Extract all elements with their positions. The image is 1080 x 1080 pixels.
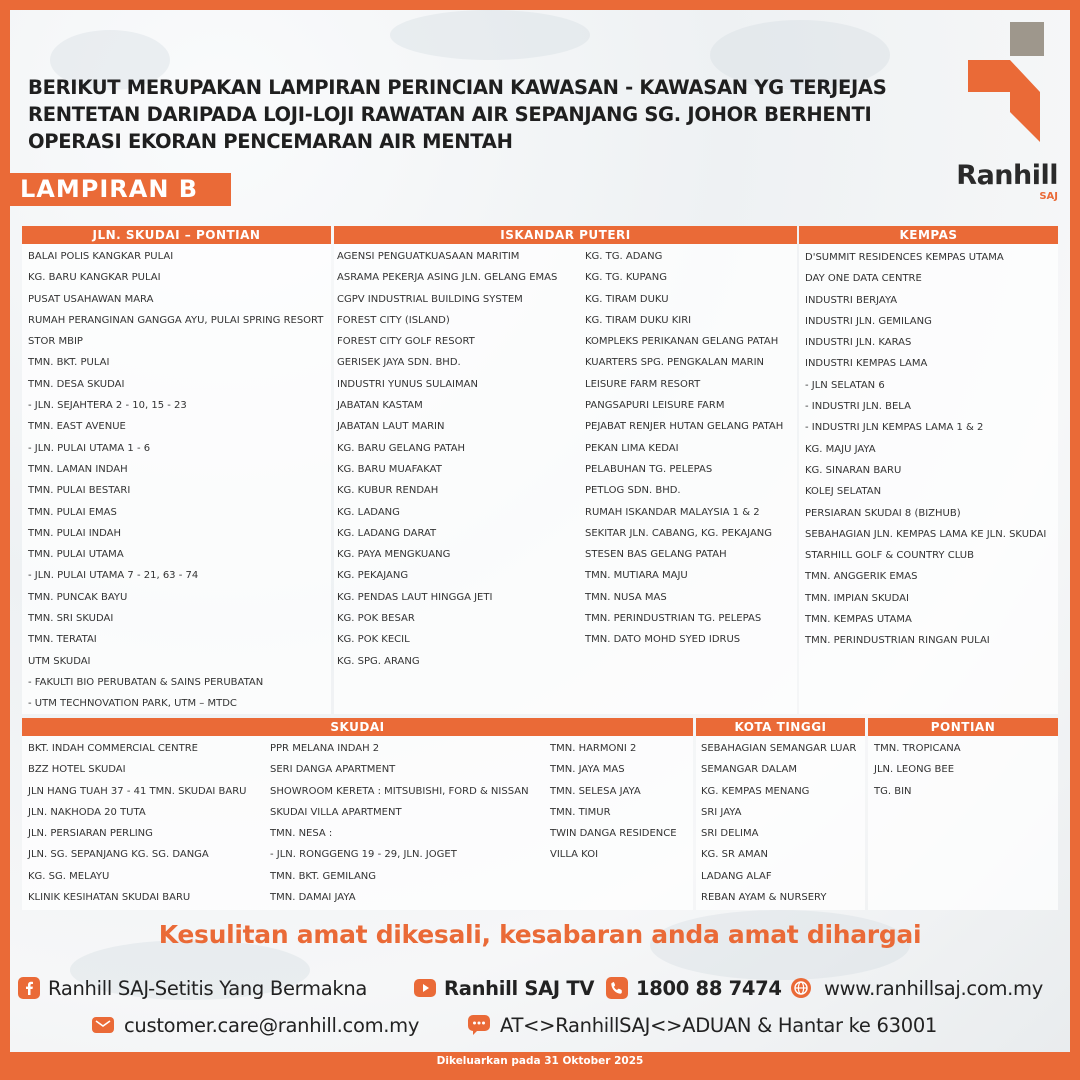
list-item: REBAN AYAM & NURSERY xyxy=(701,892,827,904)
list-item: JABATAN KASTAM xyxy=(337,400,423,412)
section-title-skudai-pontian: JLN. SKUDAI – PONTIAN xyxy=(22,226,331,244)
list-item: TMN. SELESA JAYA xyxy=(550,785,641,797)
section-title-kota-tinggi: KOTA TINGGI xyxy=(696,718,865,736)
list-item: KG. SPG. ARANG xyxy=(337,655,420,667)
poster-background xyxy=(10,10,1070,1052)
list-item: TMN. TROPICANA xyxy=(874,743,961,754)
list-item: STOR MBIP xyxy=(28,336,83,348)
globe-icon xyxy=(790,977,812,999)
list-item: TMN. HARMONI 2 xyxy=(550,743,637,754)
list-item: LADANG ALAF xyxy=(701,870,772,882)
list-item: BZZ HOTEL SKUDAI xyxy=(28,764,126,776)
list-item: D'SUMMIT RESIDENCES KEMPAS UTAMA xyxy=(805,252,1004,263)
list-item: JLN. NAKHODA 20 TUTA xyxy=(28,806,146,818)
list-item: UTM SKUDAI xyxy=(28,655,91,667)
section-title-pontian: PONTIAN xyxy=(868,718,1058,736)
list-item: TMN. DESA SKUDAI xyxy=(28,378,125,390)
list-item: KG. TIRAM DUKU KIRI xyxy=(585,314,692,326)
list-item: KG. TG. KUPANG xyxy=(585,272,667,284)
list-item: AGENSI PENGUATKUASAAN MARITIM xyxy=(337,251,520,262)
list-item: INDUSTRI BERJAYA xyxy=(805,294,898,306)
list-item: - UTM TECHNOVATION PARK, UTM – MTDC xyxy=(28,698,237,710)
list-item: INDUSTRI JLN. KARAS xyxy=(805,337,912,349)
list-item: INDUSTRI YUNUS SULAIMAN xyxy=(337,378,478,390)
list-item: SEBAHAGIAN SEMANGAR LUAR xyxy=(701,743,857,754)
list-item: TMN. PULAI BESTARI xyxy=(28,485,131,497)
list-item: KUARTERS SPG. PENGKALAN MARIN xyxy=(585,357,765,369)
list-item: KG. LADANG xyxy=(337,506,400,518)
list-kota-tinggi xyxy=(701,738,856,908)
list-item: TMN. BKT. PULAI xyxy=(28,357,110,369)
list-item: KG. POK KECIL xyxy=(337,634,410,646)
list-item: - JLN. PULAI UTAMA 1 - 6 xyxy=(28,442,151,454)
list-item: SKUDAI VILLA APARTMENT xyxy=(270,806,402,818)
lampiran-badge: LAMPIRAN B xyxy=(10,173,231,206)
list-item: SEMANGAR DALAM xyxy=(701,764,797,776)
list-item: VILLA KOI xyxy=(550,849,599,861)
list-item: KOLEJ SELATAN xyxy=(805,486,882,498)
list-item: KG. TIRAM DUKU xyxy=(585,293,669,305)
list-item: TMN. NUSA MAS xyxy=(585,591,667,603)
list-item: TMN. IMPIAN SKUDAI xyxy=(805,592,909,604)
list-item: TMN. TIMUR xyxy=(550,806,611,818)
list-item: TMN. DATO MOHD SYED IDRUS xyxy=(585,634,741,646)
list-item: TMN. ANGGERIK EMAS xyxy=(805,571,918,583)
list-item: - JLN. SEJAHTERA 2 - 10, 15 - 23 xyxy=(28,400,187,412)
list-item: TMN. PUNCAK BAYU xyxy=(28,591,128,603)
list-item: CGPV INDUSTRIAL BUILDING SYSTEM xyxy=(337,293,523,305)
list-item: BKT. INDAH COMMERCIAL CENTRE xyxy=(28,743,198,754)
list-item: - JLN. RONGGENG 19 - 29, JLN. JOGET xyxy=(270,849,457,861)
list-item: INDUSTRI KEMPAS LAMA xyxy=(805,358,928,370)
section-title-kempas: KEMPAS xyxy=(799,226,1058,244)
ranhill-logo-mark-icon xyxy=(968,22,1046,146)
list-item: TMN. BKT. GEMILANG xyxy=(270,870,377,882)
list-item: PERSIARAN SKUDAI 8 (BIZHUB) xyxy=(805,507,961,519)
list-item: KG. SR AMAN xyxy=(701,849,768,861)
list-item: PETLOG SDN. BHD. xyxy=(585,485,681,497)
list-item: KG. BARU GELANG PATAH xyxy=(337,442,466,454)
section-title-iskandar-puteri: ISKANDAR PUTERI xyxy=(334,226,797,244)
headline-line-3: OPERASI EKORAN PENCEMARAN AIR MENTAH xyxy=(28,130,513,153)
youtube-icon xyxy=(414,977,436,999)
list-item: TWIN DANGA RESIDENCE xyxy=(550,828,677,840)
list-skudai-pontian xyxy=(28,246,323,715)
list-item: TMN. EAST AVENUE xyxy=(28,421,126,433)
list-item: PEJABAT RENJER HUTAN GELANG PATAH xyxy=(585,421,784,433)
list-item: TMN. SRI SKUDAI xyxy=(28,613,114,625)
list-item: KG. PENDAS LAUT HINGGA JETI xyxy=(337,591,493,603)
list-item: TMN. DAMAI JAYA xyxy=(270,892,356,904)
list-skudai-3 xyxy=(550,738,677,866)
headline-line-1: BERIKUT MERUPAKAN LAMPIRAN PERINCIAN KAWASAN - KAWASAN YG TERJEJAS xyxy=(28,76,887,99)
list-item: TMN. MUTIARA MAJU xyxy=(585,570,688,582)
list-item: JLN HANG TUAH 37 - 41 TMN. SKUDAI BARU xyxy=(28,785,247,797)
list-item: JABATAN LAUT MARIN xyxy=(337,421,445,433)
list-item: - INDUSTRI JLN KEMPAS LAMA 1 & 2 xyxy=(805,422,984,434)
list-item: PEKAN LIMA KEDAI xyxy=(585,442,679,454)
list-item: INDUSTRI JLN. GEMILANG xyxy=(805,315,932,327)
list-item: PANGSAPURI LEISURE FARM xyxy=(585,400,725,412)
list-item: KG. TG. ADANG xyxy=(585,251,663,262)
issued-date: Dikeluarkan pada 31 Oktober 2025 xyxy=(436,1055,644,1067)
list-item: RUMAH ISKANDAR MALAYSIA 1 & 2 xyxy=(585,506,760,518)
list-item: TMN. PULAI UTAMA xyxy=(28,549,124,561)
section-title-skudai: SKUDAI xyxy=(22,718,693,736)
list-item: SEBAHAGIAN JLN. KEMPAS LAMA KE JLN. SKUDAI xyxy=(805,528,1047,540)
youtube-link[interactable]: Ranhill SAJ TV xyxy=(444,977,595,1000)
list-item: TG. BIN xyxy=(874,785,912,797)
list-item: FOREST CITY GOLF RESORT xyxy=(337,336,475,348)
list-kempas xyxy=(805,247,1046,652)
list-item: STARHILL GOLF & COUNTRY CLUB xyxy=(805,550,974,562)
sms-instruction: AT<>RanhillSAJ<>ADUAN & Hantar ke 63001 xyxy=(500,1014,938,1037)
list-item: - INDUSTRI JLN. BELA xyxy=(805,401,911,413)
sms-icon xyxy=(468,1014,490,1036)
list-item: KG. BARU MUAFAKAT xyxy=(337,463,442,475)
list-item: TMN. PERINDUSTRIAN TG. PELEPAS xyxy=(585,613,762,625)
list-skudai-1 xyxy=(28,738,247,908)
facebook-icon xyxy=(18,977,40,999)
list-item: SEKITAR JLN. CABANG, KG. PEKAJANG xyxy=(585,527,773,539)
list-item: BALAI POLIS KANGKAR PULAI xyxy=(28,251,174,262)
list-item: KG. BARU KANGKAR PULAI xyxy=(28,272,161,284)
list-item: RUMAH PERANGINAN GANGGA AYU, PULAI SPRING RESORT xyxy=(28,314,324,326)
tagline: Kesulitan amat dikesali, kesabaran anda amat dihargai xyxy=(158,920,922,949)
email-icon xyxy=(92,1014,114,1036)
page-title xyxy=(28,74,948,155)
list-item: KG. KEMPAS MENANG xyxy=(701,785,810,797)
list-item: JLN. PERSIARAN PERLING xyxy=(28,828,153,840)
list-item: KG. LADANG DARAT xyxy=(337,527,437,539)
list-item: TMN. PULAI EMAS xyxy=(28,506,117,518)
facebook-link[interactable]: Ranhill SAJ-Setitis Yang Bermakna xyxy=(48,977,368,1000)
list-item: KG. SINARAN BARU xyxy=(805,464,902,476)
list-item: SRI JAYA xyxy=(701,806,742,818)
phone-icon xyxy=(606,977,628,999)
list-item: JLN. SG. SEPANJANG KG. SG. DANGA xyxy=(28,849,209,861)
email-link[interactable]: customer.care@ranhill.com.my xyxy=(124,1014,420,1037)
list-item: KG. POK BESAR xyxy=(337,613,415,625)
water-texture xyxy=(390,10,590,60)
list-item: TMN. JAYA MAS xyxy=(550,764,625,776)
list-item: SHOWROOM KERETA : MITSUBISHI, FORD & NISSAN xyxy=(270,785,529,797)
list-item: PPR MELANA INDAH 2 xyxy=(270,743,380,754)
list-item: TMN. PERINDUSTRIAN RINGAN PULAI xyxy=(805,635,990,647)
list-item: TMN. NESA : xyxy=(270,828,333,840)
list-item: SRI DELIMA xyxy=(701,828,759,840)
list-item: TMN. TERATAI xyxy=(28,634,97,646)
list-item: KG. MAJU JAYA xyxy=(805,443,876,455)
list-pontian xyxy=(874,738,961,802)
list-item: TMN. KEMPAS UTAMA xyxy=(805,614,912,626)
list-item: KOMPLEKS PERIKANAN GELANG PATAH xyxy=(585,336,779,348)
list-item: - FAKULTI BIO PERUBATAN & SAINS PERUBATAN xyxy=(28,676,264,688)
list-item: FOREST CITY (ISLAND) xyxy=(337,314,450,326)
list-item: JLN. LEONG BEE xyxy=(874,764,955,776)
list-item: PUSAT USAHAWAN MARA xyxy=(28,293,154,305)
list-item: - JLN. PULAI UTAMA 7 - 21, 63 - 74 xyxy=(28,570,199,582)
list-item: DAY ONE DATA CENTRE xyxy=(805,273,922,285)
logo-wordmark: Ranhill xyxy=(956,160,1058,191)
list-item: KG. SG. MELAYU xyxy=(28,870,110,882)
list-item: GERISEK JAYA SDN. BHD. xyxy=(337,357,461,369)
website-link[interactable]: www.ranhillsaj.com.my xyxy=(824,977,1043,1000)
list-item: LEISURE FARM RESORT xyxy=(585,378,701,390)
list-item: PELABUHAN TG. PELEPAS xyxy=(585,463,713,475)
list-item: KG. KUBUR RENDAH xyxy=(337,485,439,497)
list-item: STESEN BAS GELANG PATAH xyxy=(585,549,727,561)
phone-number[interactable]: 1800 88 7474 xyxy=(636,977,782,1000)
list-skudai-2 xyxy=(270,738,529,908)
list-item: KLINIK KESIHATAN SKUDAI BARU xyxy=(28,892,191,904)
list-item: - JLN SELATAN 6 xyxy=(805,379,885,391)
headline-line-2: RENTETAN DARIPADA LOJI-LOJI RAWATAN AIR SEPANJANG SG. JOHOR BERHENTI xyxy=(28,103,872,126)
list-item: KG. PEKAJANG xyxy=(337,570,409,582)
list-iskandar-puteri-1 xyxy=(337,246,557,672)
logo-sub: SAJ xyxy=(1039,191,1058,202)
list-item: TMN. PULAI INDAH xyxy=(28,527,122,539)
list-item: KG. PAYA MENGKUANG xyxy=(337,549,451,561)
list-item: TMN. LAMAN INDAH xyxy=(28,463,128,475)
list-item: SERI DANGA APARTMENT xyxy=(270,764,396,776)
list-item: ASRAMA PEKERJA ASING JLN. GELANG EMAS xyxy=(337,272,558,284)
list-iskandar-puteri-2 xyxy=(585,246,783,651)
